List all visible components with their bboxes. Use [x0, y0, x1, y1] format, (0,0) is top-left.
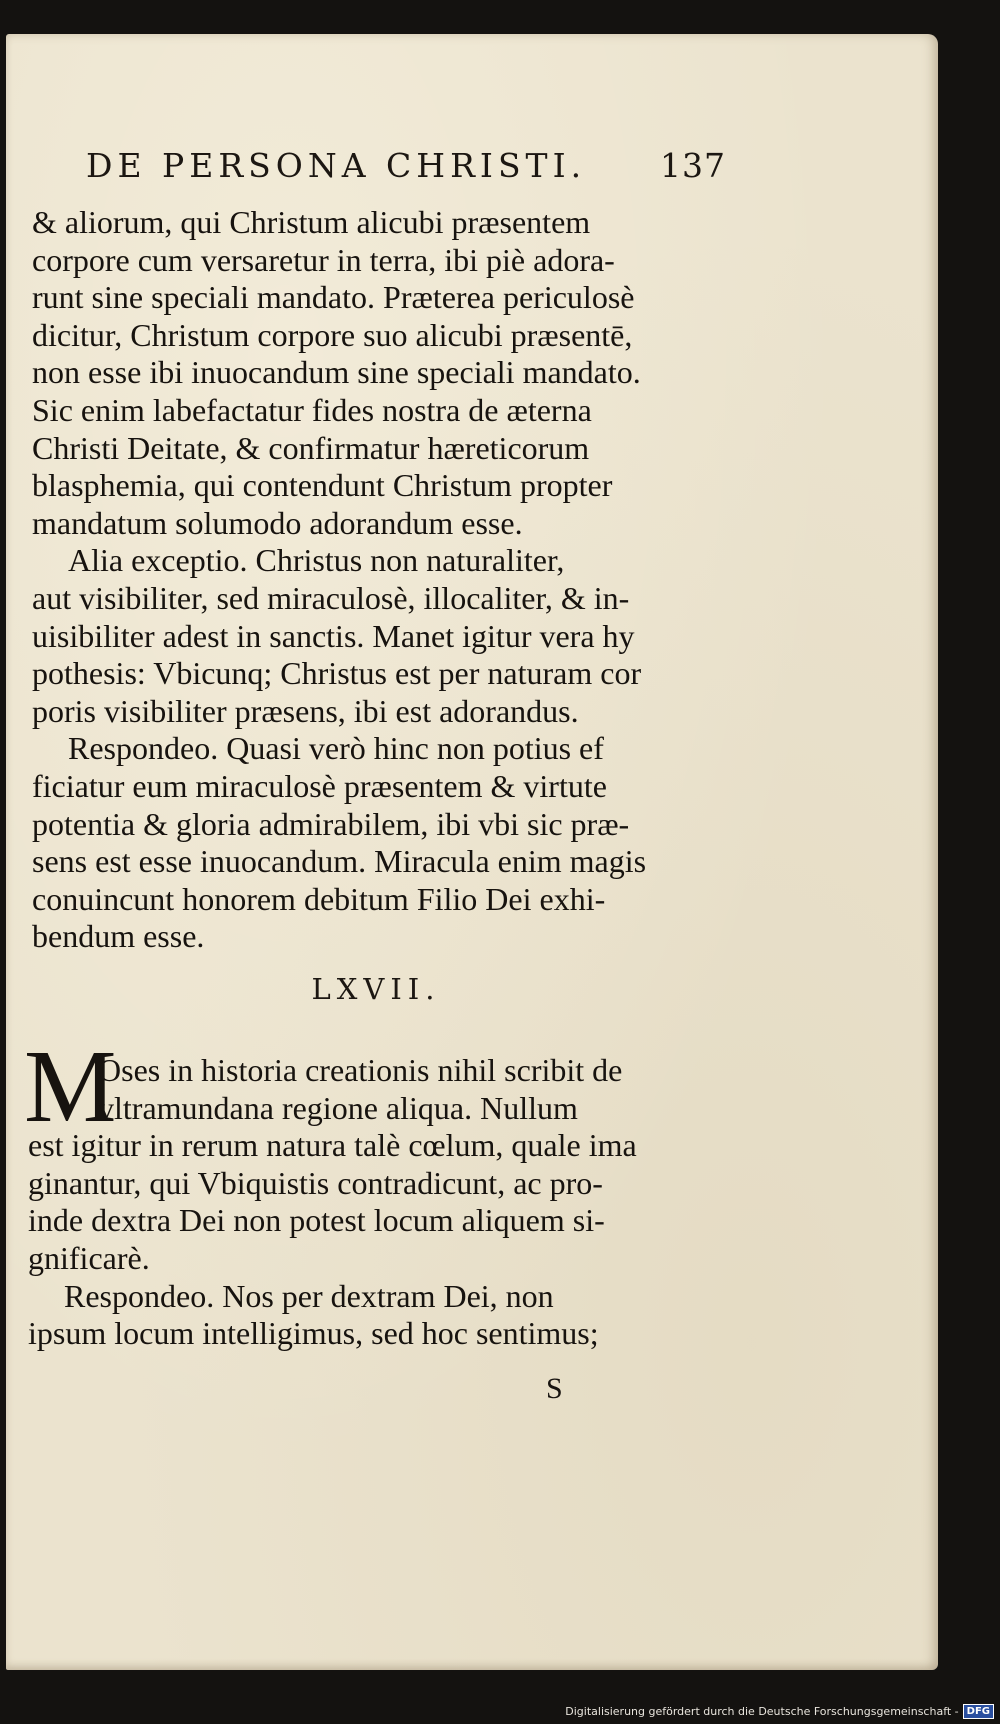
digitization-footer	[565, 1702, 994, 1720]
text-line: Christi Deitate, & confirmatur hæreticorum	[32, 429, 590, 466]
text-line: pothesis: Vbicunq; Christus est per naturam cor	[32, 655, 642, 692]
text-line: sens est esse inuocandum. Miracula enim magis	[32, 843, 647, 880]
text-line: gnificarè.	[28, 1239, 150, 1276]
text-line: dicitur, Christum corpore suo alicubi præsentē,	[32, 316, 633, 353]
text-line: ginantur, qui Vbiquistis contradicunt, ac pro-	[28, 1164, 603, 1201]
text-line: runt sine speciali mandato. Præterea periculosè	[32, 279, 635, 316]
text-line: Oses in historia creationis nihil scribit de	[98, 1052, 623, 1088]
page-number: 137	[660, 146, 726, 185]
text-line: Respondeo. Nos per dextram Dei, non	[64, 1277, 554, 1314]
text-line: corpore cum versaretur in terra, ibi piè adora-	[32, 241, 615, 278]
text-line: est igitur in rerum natura talè cœlum, quale ima	[28, 1127, 637, 1164]
text-line: poris visibiliter præsens, ibi est adorandus.	[32, 692, 579, 729]
text-line: bendum esse.	[32, 918, 205, 955]
drop-capital: M	[24, 1029, 117, 1144]
body-text-section	[28, 1052, 728, 1353]
dfg-logo-icon: DFG	[963, 1704, 994, 1719]
text-line: potentia & gloria admirabilem, ibi vbi sic præ-	[32, 805, 630, 842]
book-page	[6, 34, 938, 1670]
running-title: DE PERSONA CHRISTI.	[86, 146, 587, 185]
text-line: non esse ibi inuocandum sine speciali mandato.	[32, 354, 641, 391]
text-line: Respondeo. Quasi verò hinc non potius ef	[68, 730, 604, 767]
section-heading: LXVII.	[311, 972, 441, 1006]
signature-mark: S	[546, 1372, 563, 1405]
text-line: Sic enim labefactatur fides nostra de æterna	[32, 391, 592, 428]
text-line: inde dextra Dei non potest locum aliquem si-	[28, 1202, 605, 1239]
text-line: uisibiliter adest in sanctis. Manet igitur vera hy	[32, 617, 635, 654]
footer-text: Digitalisierung gefördert durch die Deutsche Forschungsgemeinschaft -	[565, 1704, 959, 1718]
text-line: ipsum locum intelligimus, sed hoc sentimus;	[28, 1315, 599, 1352]
running-header	[86, 146, 726, 196]
text-line: ficiatur eum miraculosè præsentem & virtute	[32, 767, 607, 804]
text-line: aut visibiliter, sed miraculosè, illocaliter, & in-	[32, 579, 630, 616]
text-line: vltramundana regione aliqua. Nullum	[98, 1089, 578, 1126]
body-text	[32, 204, 722, 956]
text-line: blasphemia, qui contendunt Christum propter	[32, 467, 613, 504]
text-line: Alia exceptio. Christus non naturaliter,	[68, 542, 565, 579]
text-line: conuincunt honorem debitum Filio Dei exhi-	[32, 880, 606, 917]
text-line: mandatum solumodo adorandum esse.	[32, 504, 523, 541]
text-line: & aliorum, qui Christum alicubi præsentem	[32, 204, 591, 240]
